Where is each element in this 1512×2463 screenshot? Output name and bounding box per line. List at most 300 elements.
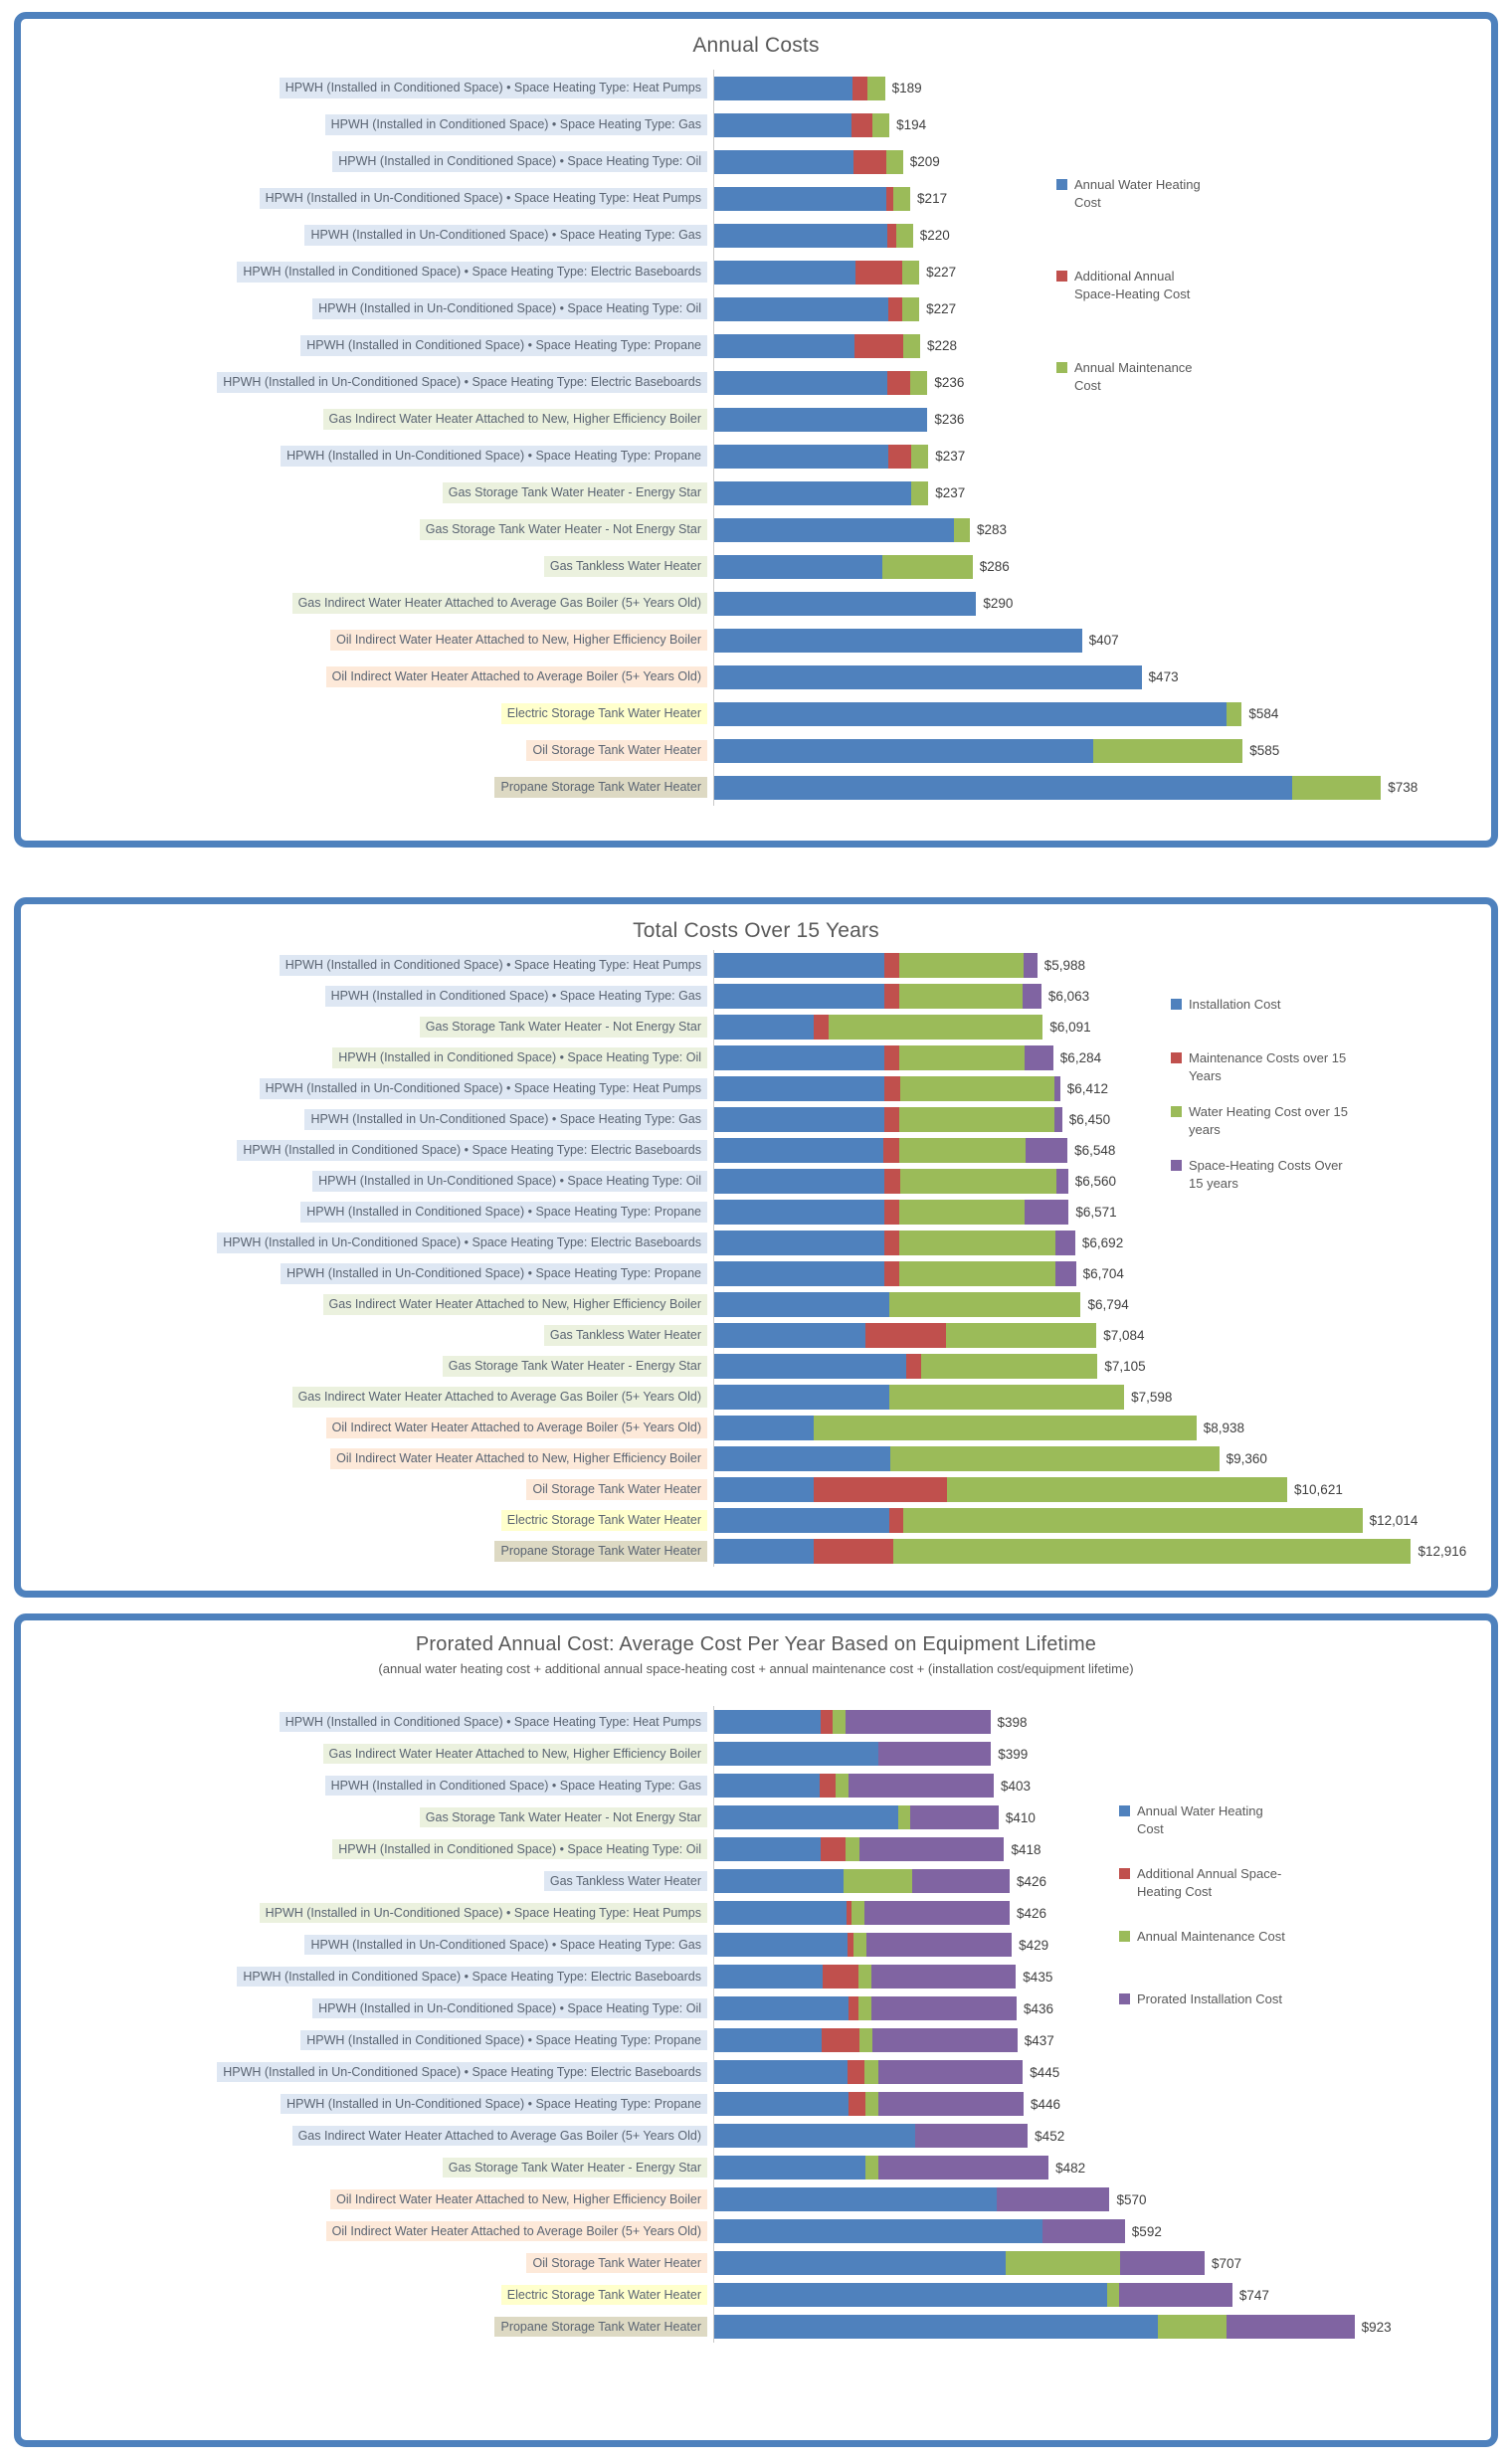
bar-track [713,659,1491,695]
value-label: $398 [997,1714,1028,1730]
bar-track [713,981,1491,1012]
bar-segment-water-heating [714,555,882,579]
bar-segment-maintenance [865,2156,878,2179]
legend-item [1171,1103,1348,1157]
bar-segment-maintenance-15y [906,1354,921,1379]
value-label: $436 [1024,2000,1054,2016]
bar-segment-space-heating-15y [1023,984,1041,1009]
value-label: $6,571 [1075,1205,1117,1220]
value-label: $217 [917,191,948,206]
legend-item [1119,1990,1286,2053]
bar-segment-space-heating [822,2028,859,2052]
bar-segment-space-heating [823,1965,858,1989]
value-label: $707 [1211,2255,1242,2271]
value-label: $227 [926,301,957,316]
bar-track [713,1289,1491,1320]
bar-segment-installation [714,1292,889,1317]
bar-segment-water-heating [714,1901,847,1925]
legend-item [1119,1865,1286,1928]
bar-segment-water-heating-15y [814,1416,1197,1440]
bar-segment-installation [714,984,884,1009]
bar-segment-water-heating [714,2124,915,2148]
bar-row [21,2247,1491,2279]
bar-segment-water-heating [714,776,1292,800]
value-label: $9,360 [1226,1451,1267,1466]
bar-segment-maintenance [853,1933,866,1957]
bar-segment-maintenance [896,224,913,248]
bar-segment-prorated-installation [872,2028,1018,2052]
bar-row [21,1474,1491,1505]
bar-segment-water-heating-15y [900,1076,1054,1101]
bar-segment-prorated-installation [846,1710,991,1734]
bar-row [21,2183,1491,2215]
bar-segment-installation [714,1107,884,1132]
category-label: Gas Tankless Water Heater [21,1871,713,1891]
value-label: $585 [1249,743,1280,758]
bar-row [21,769,1491,806]
chart-title: Prorated Annual Cost: Average Cost Per Year Based on Equipment Lifetime [415,1633,1097,1655]
bar-row [21,290,1491,327]
bar-row [21,1258,1491,1289]
value-label: $5,988 [1043,958,1086,973]
chart-subtitle: (annual water heating cost + additional annual space-heating cost + annual maintenance cost + (installation cost/equipment lifetime) [378,1661,1134,1676]
bar-row [21,474,1491,511]
bar-track [713,1197,1491,1228]
bar-segment-water-heating [714,665,1142,689]
category-label: Gas Storage Tank Water Heater - Energy Star [21,1356,713,1376]
bar-row [21,70,1491,106]
bar-segment-water-heating [714,739,1093,763]
category-label: HPWH (Installed in Un-Conditioned Space) • Space Heating Type: Oil [21,298,713,318]
value-label: $738 [1388,780,1418,795]
bar-segment-space-heating-15y [1024,953,1038,978]
bar-row [21,659,1491,695]
bar-segment-maintenance [1107,2283,1119,2307]
bar-track [713,1104,1491,1135]
value-label: $435 [1023,1969,1053,1985]
value-label: $584 [1248,706,1279,721]
bar-segment-water-heating [714,1869,844,1893]
bar-segment-water-heating-15y [889,1292,1080,1317]
bar-track [713,1166,1491,1197]
bar-row [21,1706,1491,1738]
bar-row [21,254,1491,290]
bar-row [21,1536,1491,1567]
value-label: $7,084 [1103,1328,1145,1343]
category-label: HPWH (Installed in Conditioned Space) • Space Heating Type: Gas [21,986,713,1006]
bar-segment-installation [714,1539,814,1564]
category-label: HPWH (Installed in Conditioned Space) • Space Heating Type: Propane [21,1202,713,1222]
bar-row [21,1738,1491,1770]
bar-segment-water-heating [714,2219,1042,2243]
legend-label: Prorated Installation Cost [1137,1991,1282,2006]
bar-segment-maintenance-15y [814,1539,893,1564]
category-label: Oil Indirect Water Heater Attached to New, Higher Efficiency Boiler [21,2189,713,2209]
value-label: $403 [1000,1778,1032,1794]
bar-segment-water-heating [714,2028,822,2052]
category-label: HPWH (Installed in Un-Conditioned Space) • Space Heating Type: Electric Baseboards [21,1232,713,1252]
bar-segment-prorated-installation [849,1774,994,1798]
bar-track [713,1135,1491,1166]
bar-track [713,1801,1491,1833]
value-label: $236 [934,375,965,390]
bar-segment-maintenance-15y [884,1200,899,1225]
bar-segment-space-heating-15y [1056,1169,1068,1194]
category-label: HPWH (Installed in Un-Conditioned Space) • Space Heating Type: Propane [21,2094,713,2114]
bar-segment-space-heating-15y [1026,1138,1067,1163]
category-label: HPWH (Installed in Un-Conditioned Space) • Space Heating Type: Gas [21,225,713,245]
bar-segment-maintenance [886,150,903,174]
value-label: $7,598 [1131,1390,1173,1405]
legend-label: Annual Water Heating Cost [1074,177,1201,210]
prorated-annual-cost-chart [14,1613,1498,2447]
value-label: $286 [979,559,1010,574]
category-label: HPWH (Installed in Un-Conditioned Space) • Space Heating Type: Propane [21,1263,713,1283]
bar-row [21,2120,1491,2152]
bar-row [21,1320,1491,1351]
bar-segment-installation [714,1200,884,1225]
bar-segment-space-heating [888,297,902,321]
bar-segment-maintenance-15y [814,1477,947,1502]
bar-segment-prorated-installation [866,1933,1012,1957]
bar-row [21,1289,1491,1320]
chart-title: Total Costs Over 15 Years [633,919,879,942]
category-label: HPWH (Installed in Un-Conditioned Space) • Space Heating Type: Oil [21,1998,713,2018]
bar-segment-installation [714,1045,884,1070]
bar-segment-water-heating [714,1933,848,1957]
legend-swatch [1171,1160,1182,1171]
bar-segment-water-heating-15y [900,1169,1056,1194]
value-label: $283 [977,522,1008,537]
bar-segment-water-heating-15y [946,1323,1096,1348]
bar-track [713,1012,1491,1042]
bar-track [713,548,1491,585]
chart-title: Annual Costs [692,34,820,57]
bar-segment-maintenance-15y [884,984,899,1009]
bar-segment-installation [714,1323,865,1348]
legend-swatch [1119,1868,1130,1879]
bar-segment-maintenance [902,261,919,284]
bar-segment-water-heating [714,2092,849,2116]
bar-segment-water-heating [714,297,888,321]
bar-segment-space-heating [854,334,903,358]
legend-swatch [1056,179,1067,190]
bar-segment-water-heating-15y [899,984,1023,1009]
bar-segment-water-heating [714,408,927,432]
bar-segment-water-heating [714,592,976,616]
bar-row [21,1443,1491,1474]
legend [1119,1802,1286,2053]
bar-track [713,2120,1491,2152]
value-label: $429 [1019,1937,1049,1953]
bar-segment-installation [714,1169,884,1194]
category-label: HPWH (Installed in Un-Conditioned Space) • Space Heating Type: Oil [21,1171,713,1191]
legend-label: Water Heating Cost over 15 years [1189,1104,1348,1137]
bar-segment-water-heating [714,481,911,505]
value-label: $228 [927,338,958,353]
value-label: $426 [1017,1905,1047,1921]
bar-segment-water-heating-15y [893,1539,1412,1564]
bar-track [713,106,1491,143]
bar-segment-maintenance-15y [865,1323,946,1348]
bar-segment-maintenance-15y [814,1015,829,1040]
bar-track [713,1505,1491,1536]
bar-segment-prorated-installation [878,2092,1024,2116]
bar-row [21,1228,1491,1258]
category-label: HPWH (Installed in Conditioned Space) • Space Heating Type: Propane [21,335,713,355]
value-label: $220 [919,228,950,243]
category-label: Electric Storage Tank Water Heater [21,703,713,723]
category-label: HPWH (Installed in Conditioned Space) • Space Heating Type: Oil [21,1047,713,1067]
bar-segment-prorated-installation [910,1805,999,1829]
category-label: Oil Indirect Water Heater Attached to New, Higher Efficiency Boiler [21,1448,713,1468]
category-label: HPWH (Installed in Un-Conditioned Space) • Space Heating Type: Heat Pumps [21,188,713,208]
category-label: HPWH (Installed in Conditioned Space) • Space Heating Type: Heat Pumps [21,955,713,975]
legend-swatch [1056,362,1067,373]
bar-segment-maintenance-15y [884,1107,899,1132]
bar-row [21,217,1491,254]
bar-segment-maintenance [910,371,927,395]
category-label: HPWH (Installed in Conditioned Space) • Space Heating Type: Propane [21,2030,713,2050]
bar-row [21,1505,1491,1536]
bar-segment-installation [714,1508,889,1533]
bar-segment-water-heating-15y [829,1015,1043,1040]
bar-segment-maintenance [833,1710,846,1734]
value-label: $209 [909,154,940,169]
value-label: $7,105 [1104,1359,1146,1374]
bar-segment-maintenance [859,2028,872,2052]
legend [1171,996,1348,1211]
page [0,12,1512,2447]
bar-segment-installation [714,1138,883,1163]
category-label: HPWH (Installed in Conditioned Space) • Space Heating Type: Heat Pumps [21,1712,713,1732]
bar-segment-water-heating [714,1837,821,1861]
bar-track [713,474,1491,511]
bar-segment-maintenance [844,1869,913,1893]
bar-segment-water-heating [714,334,854,358]
bar-segment-water-heating-15y [899,1045,1024,1070]
category-label: Oil Indirect Water Heater Attached to Average Boiler (5+ Years Old) [21,666,713,686]
category-label: Oil Storage Tank Water Heater [21,2253,713,2273]
bar-segment-maintenance [836,1774,849,1798]
bar-segment-maintenance [867,77,884,100]
bar-segment-space-heating [821,1710,833,1734]
bar-track [713,70,1491,106]
category-label: Gas Indirect Water Heater Attached to New, Higher Efficiency Boiler [21,1744,713,1764]
category-label: Gas Tankless Water Heater [21,1325,713,1345]
bar-track [713,1042,1491,1073]
legend-item [1056,359,1206,451]
bar-segment-maintenance [1006,2251,1120,2275]
legend-label: Annual Maintenance Cost [1074,360,1193,393]
value-label: $12,916 [1418,1544,1467,1559]
category-label: Oil Indirect Water Heater Attached to Average Boiler (5+ Years Old) [21,1418,713,1437]
bar-segment-maintenance-15y [884,1261,899,1286]
bar-track [713,1320,1491,1351]
bar-segment-maintenance [882,555,973,579]
category-label: Gas Storage Tank Water Heater - Energy Star [21,2158,713,2178]
bar-segment-water-heating [714,2251,1006,2275]
bar-segment-installation [714,1477,814,1502]
bar-segment-maintenance-15y [884,1045,899,1070]
bar-segment-space-heating-15y [1025,1045,1053,1070]
bar-row [21,548,1491,585]
bar-segment-water-heating [714,518,954,542]
bar-segment-prorated-installation [1227,2315,1355,2339]
bar-segment-maintenance [911,445,928,469]
bar-track [713,2311,1491,2343]
bar-segment-water-heating [714,629,1082,653]
bar-segment-space-heating [849,2092,865,2116]
category-label: HPWH (Installed in Conditioned Space) • Space Heating Type: Electric Baseboards [21,1140,713,1160]
value-label: $236 [934,412,965,427]
bar-segment-water-heating [714,150,853,174]
legend-item [1056,268,1206,359]
bar-segment-maintenance [872,113,889,137]
bar-row [21,1413,1491,1443]
bar-segment-installation [714,1446,890,1471]
bar-track [713,1929,1491,1961]
bar-track [713,732,1491,769]
category-label: Oil Indirect Water Heater Attached to New, Higher Efficiency Boiler [21,630,713,650]
bar-segment-water-heating [714,1774,820,1798]
category-label: HPWH (Installed in Un-Conditioned Space) • Space Heating Type: Electric Baseboards [21,2062,713,2082]
bar-track [713,2183,1491,2215]
value-label: $570 [1116,2191,1147,2207]
bar-track [713,1474,1491,1505]
bar-segment-space-heating [852,77,867,100]
bar-segment-prorated-installation [871,1996,1017,2020]
legend-swatch [1119,1931,1130,1942]
bar-track [713,2152,1491,2183]
bar-segment-space-heating [853,150,886,174]
bar-track [713,622,1491,659]
value-label: $592 [1131,2223,1162,2239]
value-label: $6,284 [1059,1050,1102,1065]
category-label: HPWH (Installed in Un-Conditioned Space) • Space Heating Type: Propane [21,446,713,466]
category-label: Oil Storage Tank Water Heater [21,740,713,760]
bar-row [21,2279,1491,2311]
bar-segment-space-heating [855,261,902,284]
legend-item [1171,1049,1348,1103]
bar-track [713,1382,1491,1413]
legend-label: Installation Cost [1189,997,1281,1012]
bar-segment-installation [714,1015,814,1040]
bar-track [713,1351,1491,1382]
bar-segment-water-heating [714,1965,823,1989]
category-label: HPWH (Installed in Conditioned Space) • Space Heating Type: Gas [21,114,713,134]
bar-segment-water-heating [714,187,886,211]
bar-segment-water-heating-15y [899,1138,1026,1163]
bar-track [713,585,1491,622]
bar-segment-water-heating [714,2283,1107,2307]
bar-track [713,1413,1491,1443]
bar-row [21,511,1491,548]
legend-item [1119,1802,1286,1865]
legend [1056,176,1206,451]
bar-segment-space-heating-15y [1025,1200,1068,1225]
bar-segment-maintenance [846,1837,858,1861]
bar-track [713,143,1491,180]
legend-item [1171,1157,1348,1211]
bar-segment-space-heating [821,1837,846,1861]
bar-segment-maintenance [864,2060,877,2084]
bar-track [713,1961,1491,1992]
legend-swatch [1056,271,1067,282]
bar-segment-maintenance [858,1965,871,1989]
bar-row [21,1770,1491,1801]
category-label: Gas Storage Tank Water Heater - Not Energy Star [21,1807,713,1827]
bar-segment-prorated-installation [915,2124,1028,2148]
value-label: $473 [1148,669,1179,684]
bar-track [713,2088,1491,2120]
category-label: HPWH (Installed in Un-Conditioned Space) • Space Heating Type: Gas [21,1935,713,1955]
value-label: $446 [1030,2096,1061,2112]
annual-costs-chart [14,12,1498,848]
value-label: $445 [1030,2064,1060,2080]
bar-track [713,1833,1491,1865]
bar-row [21,364,1491,401]
rows [21,70,1491,806]
bar-segment-installation [714,1354,906,1379]
legend-swatch [1171,999,1182,1010]
category-label: Gas Indirect Water Heater Attached to New, Higher Efficiency Boiler [21,409,713,429]
bar-segment-water-heating-15y [899,1261,1055,1286]
category-label: Gas Indirect Water Heater Attached to Average Gas Boiler (5+ Years Old) [21,2126,713,2146]
bar-segment-installation [714,1416,814,1440]
bar-row [21,2311,1491,2343]
bar-track [713,2215,1491,2247]
bar-segment-space-heating [849,1996,858,2020]
category-label: Gas Storage Tank Water Heater - Energy Star [21,482,713,502]
bar-segment-maintenance [911,481,928,505]
bar-segment-space-heating [887,224,895,248]
category-label: Gas Tankless Water Heater [21,556,713,576]
value-label: $6,560 [1074,1174,1117,1189]
legend-item [1171,996,1348,1049]
bar-row [21,180,1491,217]
bar-row [21,2056,1491,2088]
bar-segment-maintenance-15y [883,1138,898,1163]
legend-swatch [1119,1993,1130,2004]
bar-segment-prorated-installation [878,2060,1024,2084]
bar-segment-water-heating-15y [921,1354,1097,1379]
category-label: HPWH (Installed in Conditioned Space) • Space Heating Type: Heat Pumps [21,78,713,97]
value-label: $227 [926,265,957,280]
bar-row [21,622,1491,659]
bar-segment-maintenance [902,297,919,321]
value-label: $237 [935,449,966,464]
bar-segment-maintenance [1292,776,1381,800]
category-label: Oil Indirect Water Heater Attached to Average Boiler (5+ Years Old) [21,2221,713,2241]
value-label: $418 [1011,1841,1041,1857]
bar-segment-water-heating-15y [899,1231,1054,1255]
legend-label: Maintenance Costs over 15 Years [1189,1050,1347,1083]
bar-segment-prorated-installation [878,1742,992,1766]
bar-track [713,1865,1491,1897]
bar-segment-water-heating [714,1710,821,1734]
value-label: $407 [1088,633,1119,648]
legend-label: Annual Water Heating Cost [1137,1803,1263,1836]
legend-swatch [1171,1052,1182,1063]
bar-segment-maintenance [1158,2315,1226,2339]
category-label: Gas Storage Tank Water Heater - Not Energy Star [21,1017,713,1037]
bar-segment-maintenance [903,334,920,358]
bar-segment-prorated-installation [1120,2251,1205,2275]
category-label: HPWH (Installed in Conditioned Space) • Space Heating Type: Gas [21,1776,713,1796]
bar-track [713,1258,1491,1289]
bar-segment-water-heating-15y [899,953,1023,978]
